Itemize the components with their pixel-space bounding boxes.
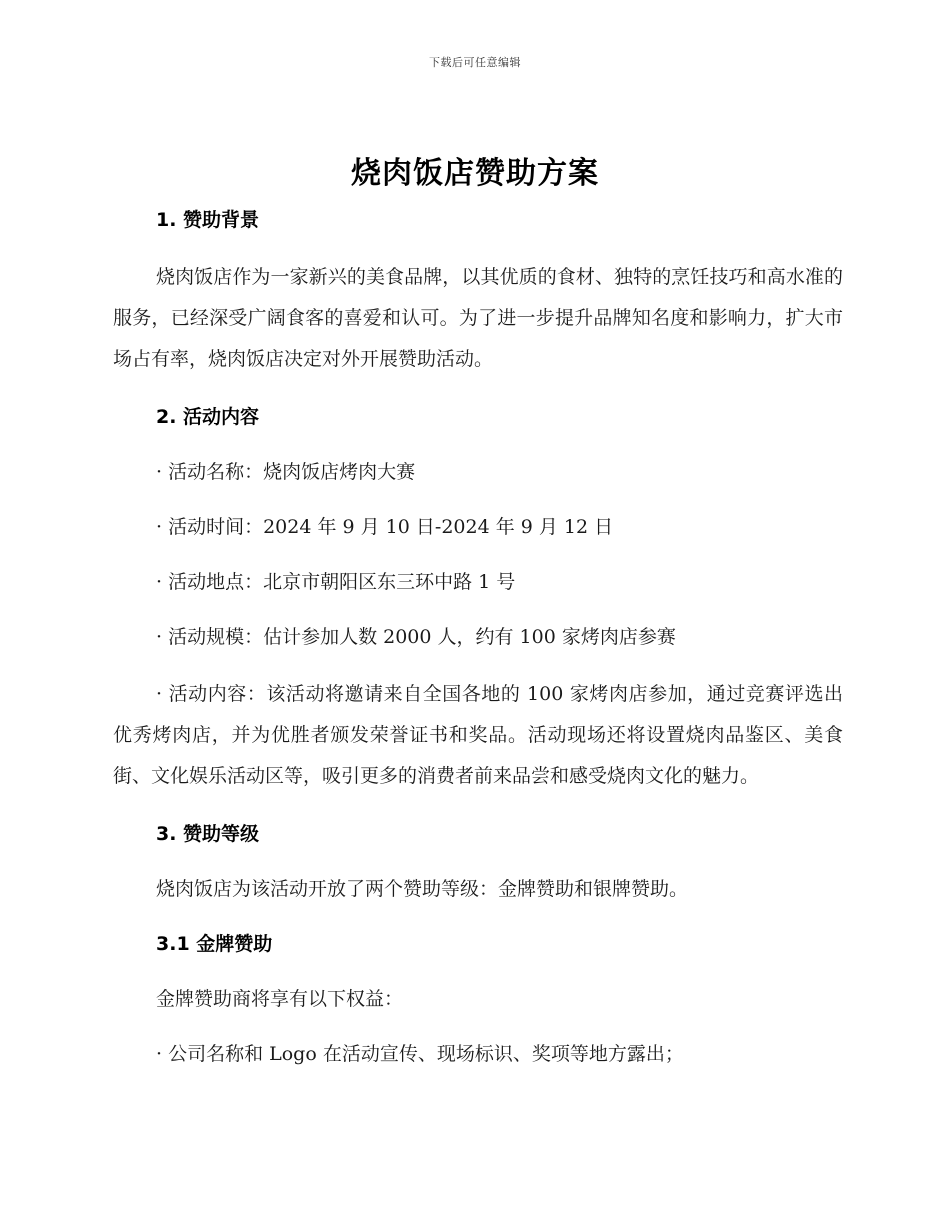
section-heading-levels: 3. 赞助等级 <box>156 823 260 845</box>
section-heading-activity: 2. 活动内容 <box>156 406 260 428</box>
activity-content-paragraph: · 活动内容：该活动将邀请来自全国各地的 100 家烤肉店参加，通过竞赛评选出优秀烤肉店，并为优胜者颁发荣誉证书和奖品。活动现场还将设置烧肉品鉴区、美食街、文化娱乐活动区等，吸引更多的消费者前来品尝和感受烧肉文化的魅力。 <box>113 683 843 787</box>
section-heading-gold: 3.1 金牌赞助 <box>156 933 273 955</box>
activity-location-item: · 活动地点：北京市朝阳区东三环中路 1 号 <box>156 571 516 593</box>
levels-paragraph: 烧肉饭店为该活动开放了两个赞助等级：金牌赞助和银牌赞助。 <box>156 878 689 900</box>
gold-intro: 金牌赞助商将享有以下权益： <box>156 988 404 1010</box>
background-paragraph: 烧肉饭店作为一家新兴的美食品牌，以其优质的食材、独特的烹饪技巧和高水准的服务，已经深受广阔食客的喜爱和认可。为了进一步提升品牌知名度和影响力，扩大市场占有率，烧肉饭店决定对外开展赞助活动。 <box>113 266 843 370</box>
activity-time-item: · 活动时间：2024 年 9 月 10 日-2024 年 9 月 12 日 <box>156 516 614 538</box>
section-heading-background: 1. 赞助背景 <box>156 209 260 231</box>
header-note: 下载后可任意编辑 <box>429 56 521 69</box>
document-body <box>113 205 843 1069</box>
gold-benefit-item: · 公司名称和 Logo 在活动宣传、现场标识、奖项等地方露出； <box>156 1043 684 1065</box>
activity-scale-item: · 活动规模：估计参加人数 2000 人，约有 100 家烤肉店参赛 <box>156 626 676 648</box>
activity-name-item: · 活动名称：烧肉饭店烤肉大赛 <box>156 461 416 483</box>
document-title: 烧肉饭店赞助方案 <box>351 156 599 191</box>
